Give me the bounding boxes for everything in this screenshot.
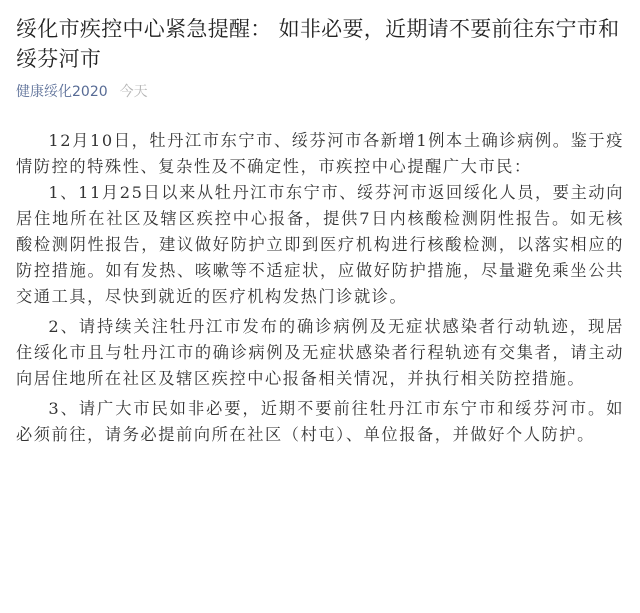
paragraph-intro: 12月10日，牡丹江市东宁市、绥芬河市各新增1例本土确诊病例。鉴于疫情防控的特殊性、复杂性及不确定性，市疾控中心提醒广大市民：	[16, 131, 624, 176]
paragraph-item-2: 2、请持续关注牡丹江市发布的确诊病例及无症状感染者行动轨迹，现居住绥化市且与牡丹江市的确诊病例及无症状感染者行程轨迹有交集者，请主动向居住地所在社区及辖区疾控中心报备相关情况，并执行相关防控措施。	[16, 317, 624, 388]
paragraph-item-1: 1、11月25日以来从牡丹江市东宁市、绥芬河市返回绥化人员，要主动向居住地所在社区及辖区疾控中心报备，提供7日内核酸检测阴性报告。如无核酸检测阴性报告，建议做好防护立即到医疗机构进行核酸检测，以落实相应的防控措施。如有发热、咳嗽等不适症状，应做好防护措施，尽量避免乘坐公共交通工具，尽快到就近的医疗机构发热门诊就诊。	[16, 183, 624, 306]
article-title: 绥化市疾控中心紧急提醒： 如非必要，近期请不要前往东宁市和绥芬河市	[16, 17, 620, 71]
paragraph-item-3: 3、请广大市民如非必要，近期不要前往牡丹江市东宁市和绥芬河市。如必须前往，请务必提前向所在社区（村屯）、单位报备，并做好个人防护。	[16, 399, 624, 444]
account-name-link[interactable]: 健康绥化2020	[16, 84, 108, 100]
publish-time: 今天	[119, 84, 148, 100]
article-meta	[16, 82, 624, 102]
article-content	[16, 128, 624, 448]
